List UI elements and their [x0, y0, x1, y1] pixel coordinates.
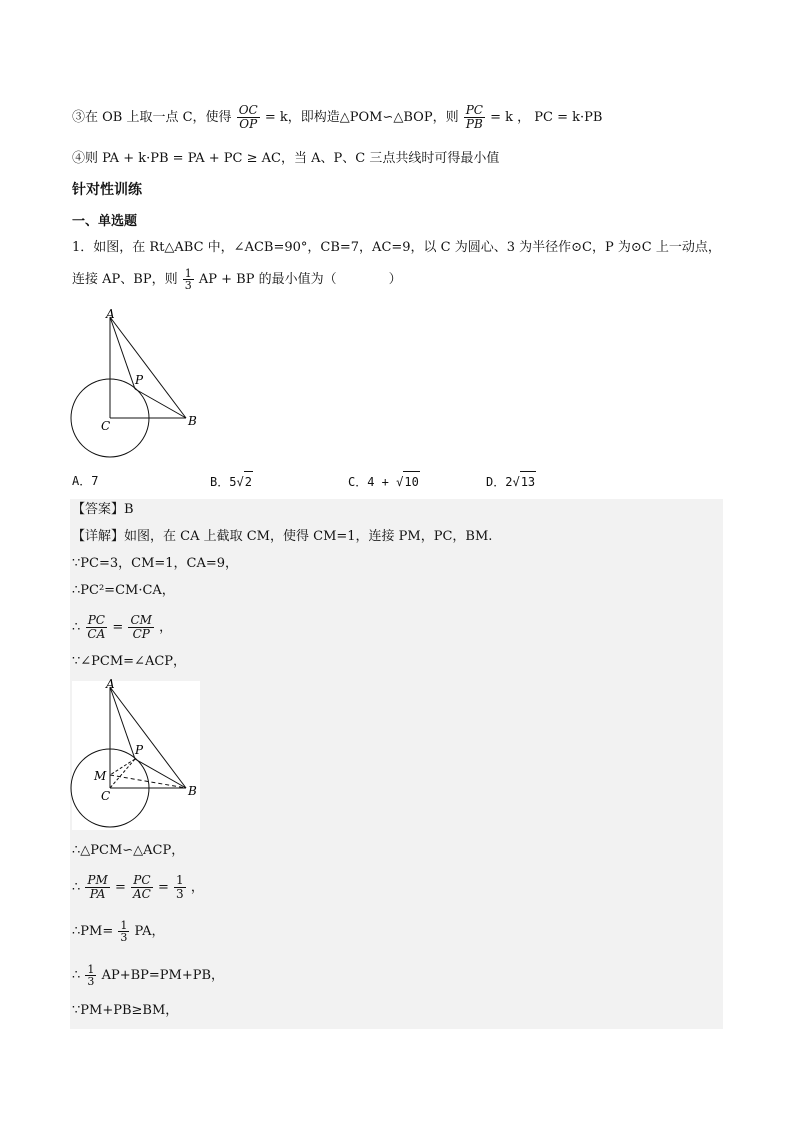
segment-ab	[110, 687, 186, 788]
label-m: M	[94, 769, 107, 783]
step3-fraction-2: $\frac{PC}{PB}$	[465, 103, 483, 131]
sqrt-icon: √	[396, 475, 404, 489]
label-p: P	[135, 743, 144, 757]
segment-pc-dashed	[110, 759, 135, 788]
solution-step-9: ∵PM+PB≥BM，	[72, 1003, 179, 1018]
question-fraction: $\frac{1}{3}$	[184, 267, 192, 292]
segment-pm-dashed	[110, 759, 135, 775]
solution-figure	[66, 676, 216, 836]
label-b: B	[188, 414, 197, 428]
question-line-1: 1．如图，在 Rt△ABC 中，∠ACB=90°，CB=7，AC=9，以 C 为圆心、3 为半径作⊙C，P 为⊙C 上一动点，	[72, 240, 721, 255]
s6-fraction-3: $\frac{1}{3}$	[176, 873, 184, 901]
label-b: B	[188, 784, 197, 798]
sqrt-icon: √	[236, 475, 244, 489]
question-line2-text-a: 连接 AP、BP，则	[72, 272, 178, 287]
solution-step-4: ∵∠PCM=∠ACP，	[72, 654, 187, 669]
s7-fraction: $\frac{1}{3}$	[120, 919, 128, 944]
option-d[interactable]: D．2√13	[486, 471, 536, 492]
label-a: A	[106, 677, 115, 691]
step3-text-b: = k，即构造△POM∽△BOP，则	[264, 110, 459, 125]
solution-step-2: ∴PC²=CM·CA，	[72, 583, 175, 598]
s3-fraction-1: $\frac{PC}{CA}$	[87, 613, 106, 641]
question-line2-text-b: AP + BP 的最小值为（ ）	[198, 272, 402, 287]
sqrt-icon: √	[512, 475, 520, 489]
step3-text-c: = k ， PC = k·PB	[490, 110, 603, 125]
label-p: P	[135, 373, 144, 387]
question-figure	[66, 306, 216, 466]
segment-pb	[135, 389, 186, 418]
detail-line: 【详解】如图，在 CA 上截取 CM，使得 CM=1，连接 PM，PC，BM.	[72, 529, 493, 544]
solution-step-7: ∴PM= $\frac{1}{3}$ PA，	[72, 919, 165, 944]
step3-line	[72, 104, 602, 131]
s6-fraction-2: $\frac{PC}{AC}$	[132, 873, 151, 901]
step4-line: ④则 PA + k·PB = PA + PC ≥ AC，当 A、P、C 三点共线时可得最小值	[72, 151, 500, 166]
solution-step-1: ∵PC=3，CM=1，CA=9，	[72, 556, 239, 571]
segment-ap	[110, 317, 135, 389]
s8-fraction: $\frac{1}{3}$	[87, 963, 95, 988]
solution-step-3: ∴ $\frac{PC}{CA}$ = $\frac{CM}{CP}$ ，	[72, 613, 173, 641]
step3-text-a: ③在 OB 上取一点 C，使得	[72, 110, 232, 125]
section-title: 针对性训练	[72, 182, 142, 198]
s6-fraction-1: $\frac{PM}{PA}$	[87, 873, 108, 901]
segment-ab	[110, 317, 186, 418]
label-c: C	[101, 789, 111, 803]
option-a[interactable]: A．7	[72, 474, 99, 488]
solution-step-5: ∴△PCM∽△ACP，	[72, 843, 185, 858]
subsection-title: 一、单选题	[72, 214, 138, 229]
label-a: A	[106, 307, 115, 321]
option-c[interactable]: C．4 + √10	[348, 471, 420, 492]
label-c: C	[101, 419, 111, 433]
segment-ap	[110, 687, 135, 759]
option-b[interactable]: B．5√2	[210, 471, 253, 492]
s3-fraction-2: $\frac{CM}{CP}$	[130, 613, 152, 641]
step3-fraction-1: $\frac{OC}{OP}$	[238, 103, 258, 131]
solution-step-6: ∴ $\frac{PM}{PA}$ = $\frac{PC}{AC}$ = $\frac{1}{3}$ ，	[72, 873, 204, 901]
question-line-2	[72, 268, 402, 291]
answer-line: 【答案】B	[72, 502, 134, 517]
solution-step-8: ∴ $\frac{1}{3}$ AP+BP=PM+PB，	[72, 963, 225, 988]
